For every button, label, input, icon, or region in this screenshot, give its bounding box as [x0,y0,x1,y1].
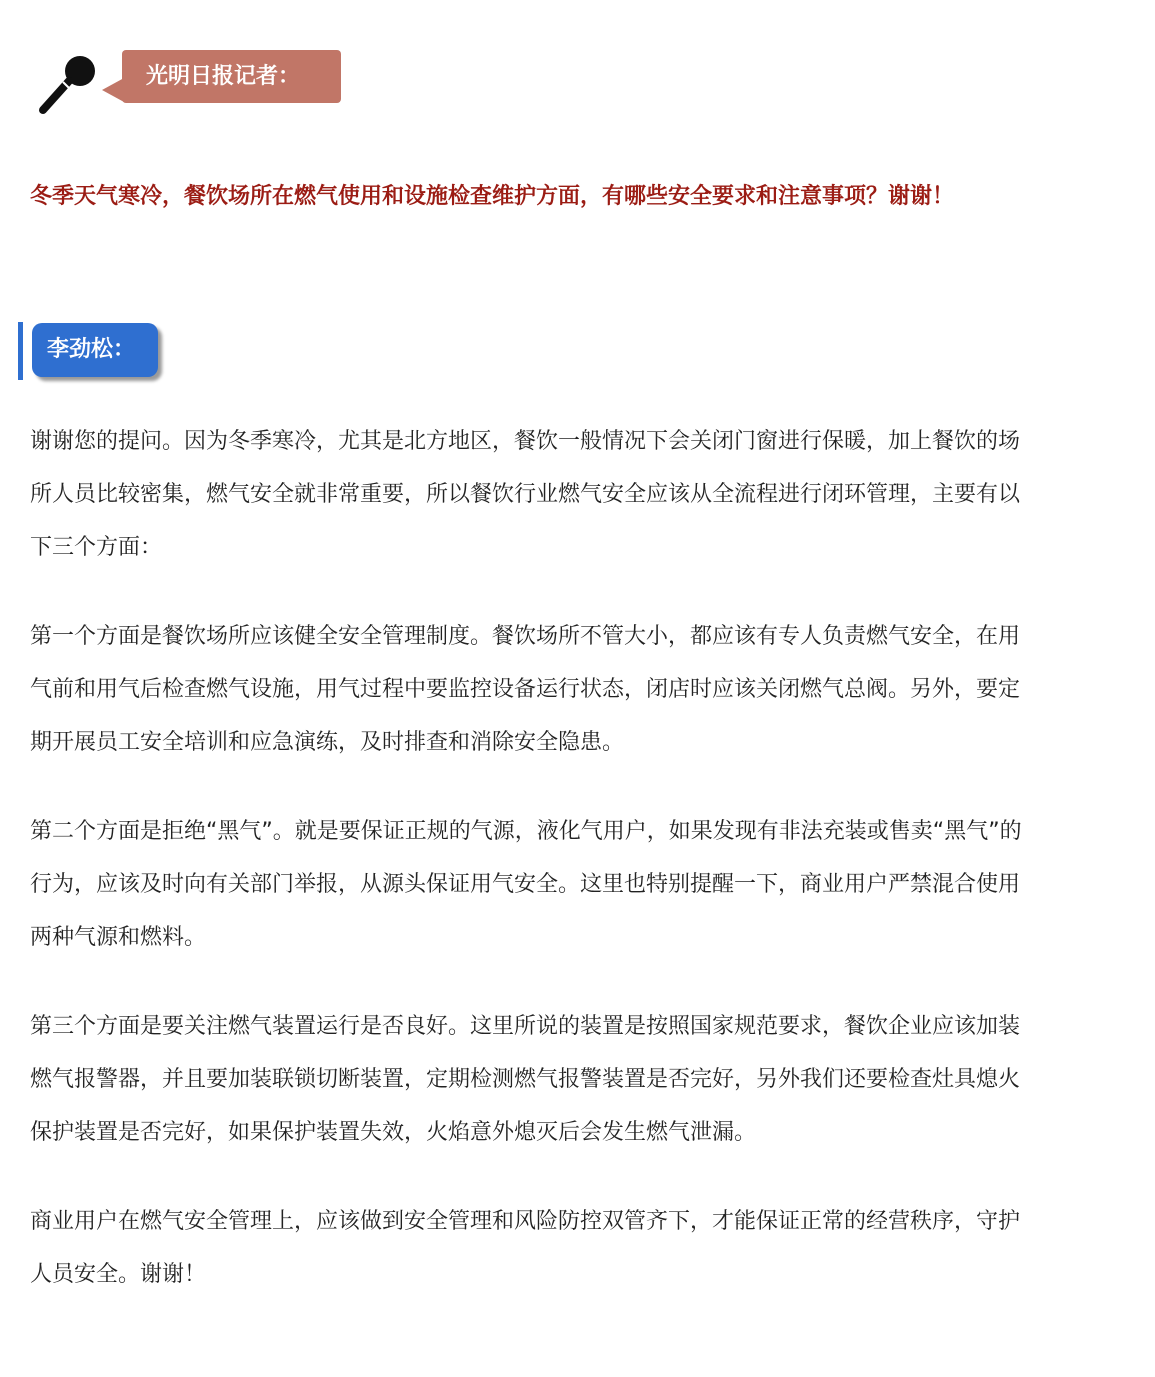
reporter-header [34,48,354,118]
reporter-tag: 光明日报记者： [122,50,341,103]
speaker-tag: 李劲松： [32,323,158,377]
speaker-accent-bar [18,322,23,380]
microphone-icon [34,50,102,118]
answer-paragraph-1: 谢谢您的提问。因为冬季寒冷，尤其是北方地区，餐饮一般情况下会关闭门窗进行保暖，加上餐饮的场所人员比较密集，燃气安全就非常重要，所以餐饮行业燃气安全应该从全流程进行闭环管理，主要有以下三个方面： [30,429,1021,560]
answer-paragraph-3: 第二个方面是拒绝“黑气”。就是要保证正规的气源，液化气用户，如果发现有非法充装或售卖“黑气”的行为，应该及时向有关部门举报，从源头保证用气安全。这里也特别提醒一下，商业用户严禁混合使用两种气源和燃料。 [30,819,1022,950]
question-text: 冬季天气寒冷，餐饮场所在燃气使用和设施检查维护方面，有哪些安全要求和注意事项？谢谢！ [30,184,955,209]
answer-paragraph-5: 商业用户在燃气安全管理上，应该做到安全管理和风险防控双管齐下，才能保证正常的经营秩序，守护人员安全。谢谢！ [30,1209,1021,1287]
answer-body [30,415,1030,1337]
answer-paragraph-2: 第一个方面是餐饮场所应该健全安全管理制度。餐饮场所不管大小，都应该有专人负责燃气安全，在用气前和用气后检查燃气设施，用气过程中要监控设备运行状态，闭店时应该关闭燃气总阀。另外，要定期开展员工安全培训和应急演练，及时排查和消除安全隐患。 [30,624,1021,755]
answer-paragraph-4: 第三个方面是要关注燃气装置运行是否良好。这里所说的装置是按照国家规范要求，餐饮企业应该加装燃气报警器，并且要加装联锁切断装置，定期检测燃气报警装置是否完好，另外我们还要检查灶具熄火保护装置是否完好，如果保护装置失效，火焰意外熄灭后会发生燃气泄漏。 [30,1014,1021,1145]
